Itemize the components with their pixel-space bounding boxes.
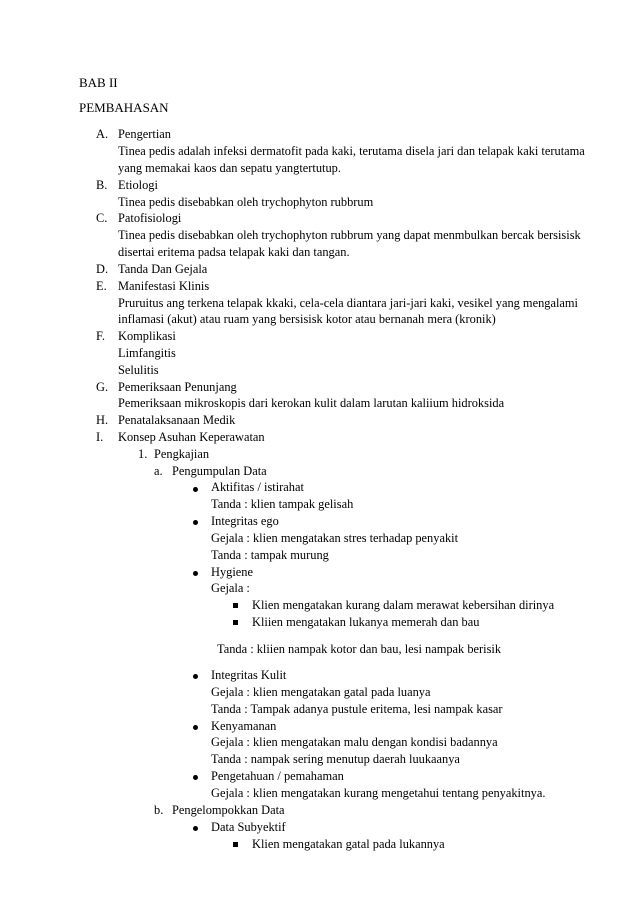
paragraph-line: Tinea pedis disebabkan oleh trychophyton rubbrum: [118, 195, 374, 209]
bullet-icon: [193, 571, 198, 576]
paragraph-line: Tinea pedis adalah infeksi dermatofit pada kaki, terutama disela jari dan telapak kaki terutama: [118, 144, 585, 158]
sub-title: Pengumpulan Data: [172, 464, 267, 478]
section-title: Tanda Dan Gejala: [118, 262, 208, 276]
item-detail: Tanda : klien tampak gelisah: [211, 497, 354, 511]
section-title: Patofisiologi: [118, 211, 182, 225]
paragraph-line: Limfangitis: [118, 346, 176, 360]
item-title: Kenyamanan: [211, 719, 277, 733]
section-title: Pengertian: [118, 127, 171, 141]
section-title: Pemeriksaan Penunjang: [118, 380, 237, 394]
item-detail: Tanda : tampak murung: [211, 548, 329, 562]
sub-item: Kliien mengatakan lukanya memerah dan bau: [252, 615, 480, 629]
section-title: Konsep Asuhan Keperawatan: [118, 430, 265, 444]
item-title: Integritas ego: [211, 514, 279, 528]
section-marker: D.: [96, 262, 109, 276]
square-bullet-icon: [233, 620, 238, 625]
item-title: Hygiene: [211, 565, 253, 579]
item-detail: Gejala :: [211, 581, 250, 595]
item-title: Aktifitas / istirahat: [211, 480, 304, 494]
item-detail: Tanda : nampak sering menutup daerah luukaanya: [211, 752, 460, 766]
sub-item: Klien mengatakan gatal pada lukannya: [252, 837, 445, 851]
section-title: Penatalaksanaan Medik: [118, 413, 236, 427]
item-title: Integritas Kulit: [211, 668, 287, 682]
section-title: Komplikasi: [118, 329, 176, 343]
section-title: Etiologi: [118, 178, 158, 192]
section-marker: H.: [96, 413, 109, 427]
item-detail: Gejala : klien mengatakan stres terhadap penyakit: [211, 531, 459, 545]
item-detail: Tanda : Tampak adanya pustule eritema, lesi nampak kasar: [211, 702, 503, 716]
item-detail: Tanda : kliien nampak kotor dan bau, lesi nampak berisik: [217, 642, 502, 656]
bullet-icon: [193, 674, 198, 679]
section-marker: I.: [96, 430, 104, 444]
paragraph-line: disertai eritema padsa telapak kaki dan tangan.: [118, 245, 350, 259]
item-detail: Gejala : klien mengatakan gatal pada luanya: [211, 685, 431, 699]
sub-item: Klien mengatakan kurang dalam merawat kebersihan dirinya: [252, 598, 555, 612]
section-marker: B.: [96, 178, 108, 192]
numbered-title: Pengkajian: [154, 447, 210, 461]
bullet-icon: [193, 520, 198, 525]
paragraph-line: Selulitis: [118, 363, 159, 377]
section-marker: A.: [96, 127, 109, 141]
section-marker: G.: [96, 380, 109, 394]
paragraph-line: inflamasi (akut) atau ruam yang bersisisk kotor atau bernanah mera (kronik): [118, 312, 496, 326]
square-bullet-icon: [233, 842, 238, 847]
section-marker: E.: [96, 279, 107, 293]
sub-marker: b.: [154, 803, 164, 817]
sub-marker: a.: [154, 464, 163, 478]
item-title: Pengetahuan / pemahaman: [211, 769, 344, 783]
bullet-icon: [193, 775, 198, 780]
item-detail: Gejala : klien mengatakan malu dengan kondisi badannya: [211, 735, 498, 749]
bullet-icon: [193, 487, 198, 492]
sub-title: Pengelompokkan Data: [172, 803, 285, 817]
paragraph-line: yang memakai kaos dan sepatu yangtertutup.: [118, 161, 341, 175]
section-marker: F.: [96, 329, 105, 343]
paragraph-line: Pruruitus ang terkena telapak kkaki, cela-cela diantara jari-jari kaki, vesikel yang mengalami: [118, 296, 578, 310]
paragraph-line: Pemeriksaan mikroskopis dari kerokan kulit dalam larutan kaliium hidroksida: [118, 396, 505, 410]
square-bullet-icon: [233, 603, 238, 608]
numbered-marker: 1.: [138, 447, 148, 461]
bullet-icon: [193, 725, 198, 730]
paragraph-line: Tinea pedis disebabkan oleh trychophyton rubbrum yang dapat menmbulkan bercak bersisisk: [118, 228, 581, 242]
item-title: Data Subyektif: [211, 820, 286, 834]
item-detail: Gejala : klien mengatakan kurang mengetahui tentang penyakitnya.: [211, 786, 546, 800]
section-title: Manifestasi Klinis: [118, 279, 210, 293]
chapter-title: PEMBAHASAN: [79, 100, 169, 115]
section-marker: C.: [96, 211, 108, 225]
bullet-icon: [193, 826, 198, 831]
chapter-number: BAB II: [79, 75, 118, 90]
